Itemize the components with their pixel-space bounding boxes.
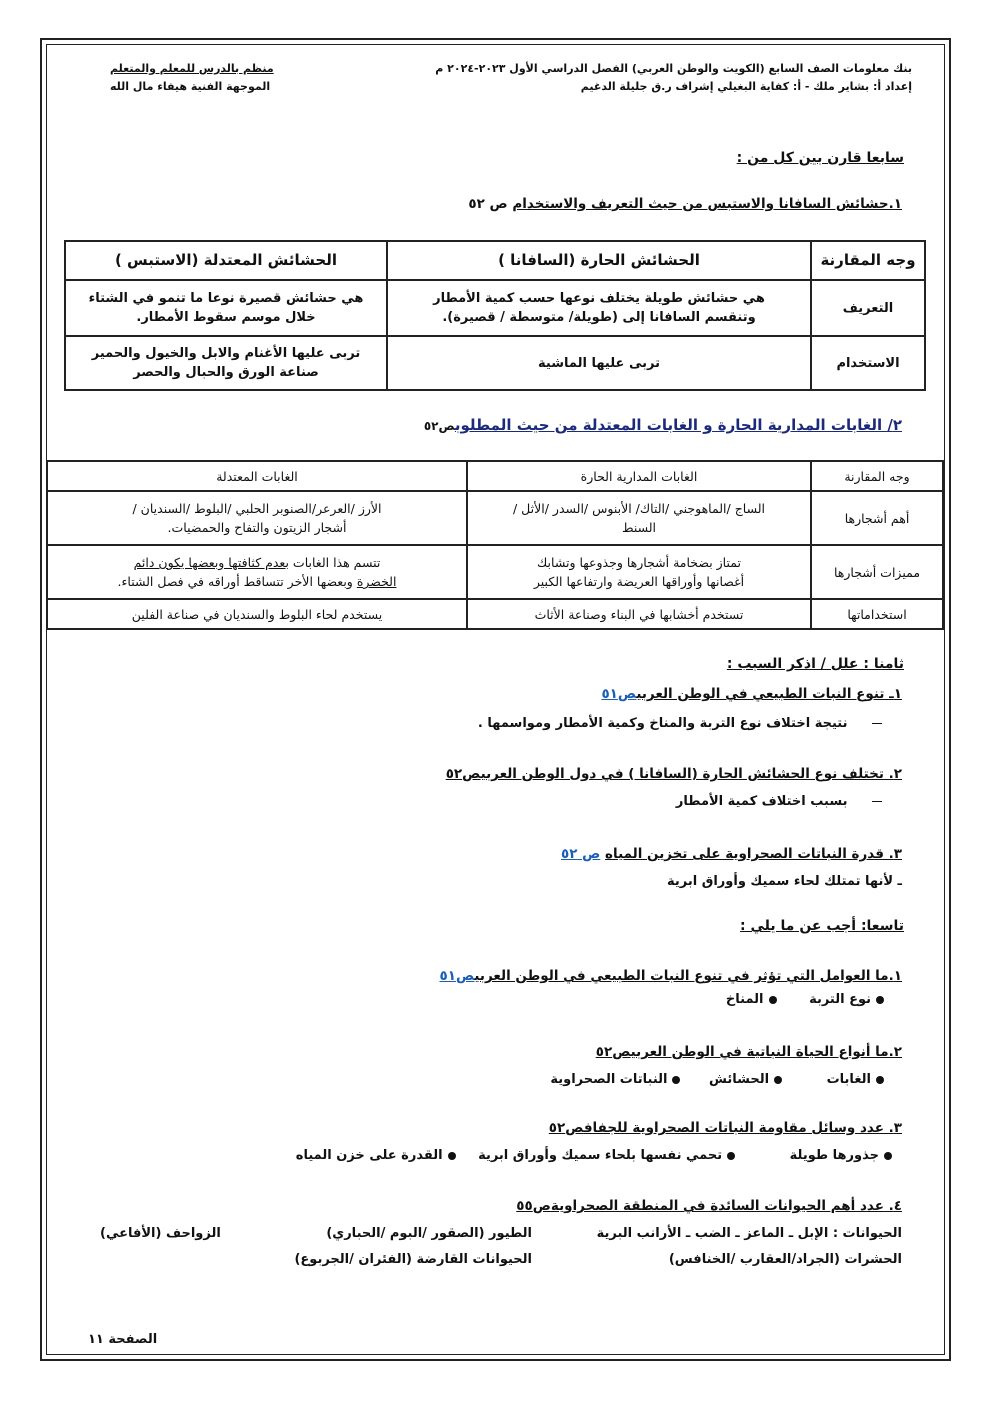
section8-a1-text: نتيجة اختلاف نوع التربة والمناخ وكمية الأمطار ومواسمها . <box>477 716 848 731</box>
table2-temperate-features-c: الخضرة <box>356 574 397 589</box>
table2-features-label: مميزات أشجارها <box>811 545 943 599</box>
section7-q1-page: ص ٥٢ <box>468 196 508 212</box>
section9-q4-text: ٤. عدد أهم الحيوانات السائدة في المنطقة الصحراوية <box>550 1198 902 1214</box>
table2-tropical-uses: تستخدم أخشابها في البناء وصناعة الأثاث <box>467 599 811 629</box>
section8-a3: ـ لأنها تمتلك لحاء سميك وأوراق ابرية <box>667 874 902 889</box>
section9-q4-birds: الطيور (الصقور /البوم /الحباري) <box>326 1226 532 1241</box>
section8-title: ثامنا : علل / اذكر السبب : <box>726 656 904 672</box>
section9-q2-bullets <box>550 1072 884 1087</box>
section9-q1-bullets <box>726 992 884 1007</box>
table2-header-aspect: وجه المقارنة <box>811 461 943 491</box>
section7-title: سابعا قارن بين كل من : <box>736 150 904 166</box>
bullet-icon <box>876 1076 884 1084</box>
section8-a1 <box>478 716 882 731</box>
table2-temperate-trees: الأرز /العرعر/الصنوبر الحلبي /البلوط /السنديان / أشجار الزيتون والتفاح والحمضيات. <box>47 491 467 545</box>
section9-q4-insects: الحشرات (الجراد/العقارب /الخنافس) <box>668 1252 902 1267</box>
header-supervisor: الموجهة الفنية هيفاء مال الله <box>110 80 271 93</box>
dash-marker <box>872 801 882 802</box>
table2-temperate-features-d: وبعضها الأخر تتساقط أوراقه في فصل الشتاء. <box>117 574 357 589</box>
forests-table <box>46 460 944 630</box>
section9-q4 <box>516 1198 902 1214</box>
section8-q1-page: ص٥١ <box>601 686 637 702</box>
section8-a2 <box>676 794 882 809</box>
section9-q1-text: ١.ما العوامل التي تؤثر في تنوع النبات الطبيعي في الوطن العربي <box>474 968 902 984</box>
bullet-icon <box>769 996 777 1004</box>
section9-q3-bullets <box>296 1148 892 1163</box>
section9-q3-text: ٣. عدد وسائل مقاومة النباتات الصحراوية للجفاف <box>583 1120 902 1136</box>
bullet-icon <box>774 1076 782 1084</box>
bullet-icon <box>727 1152 735 1160</box>
table1-row-definition-label: التعريف <box>811 280 925 336</box>
bullet-icon <box>448 1152 456 1160</box>
table2-temperate-features-a: تتسم هذا الغابات <box>288 555 381 570</box>
section7-q2-title: ٢/ الغابات المدارية الحارة و الغابات المعتدلة من حيث المطلوب <box>454 416 902 434</box>
bullet-item: نوع التربة <box>809 992 884 1007</box>
section9-q2-text: ٢.ما أنواع الحياة النباتية في الوطن العربي <box>630 1044 902 1060</box>
section9-q2-page: ص٥٢ <box>595 1044 631 1060</box>
page-number: الصفحة ١١ <box>88 1332 158 1347</box>
section8-a2-text: بسبب اختلاف كمية الأمطار <box>675 794 848 809</box>
bullet-icon <box>884 1152 892 1160</box>
section8-q3-page: ص ٥٢ <box>560 846 601 862</box>
header-organizer: منظم بالدرس للمعلم والمتعلم <box>110 62 274 75</box>
table1-savanna-definition: هي حشائش طويلة يختلف نوعها حسب كمية الأمطار وتنقسم السافانا إلى (طويلة/ متوسطة / قصيرة). <box>387 280 811 336</box>
table2-header-tropical: الغابات المدارية الحارة <box>467 461 811 491</box>
table1-savanna-usage: تربى عليها الماشية <box>387 336 811 390</box>
table2-header-temperate: الغابات المعتدلة <box>47 461 467 491</box>
section8-q3 <box>561 846 902 862</box>
bullet-item: النباتات الصحراوية <box>550 1072 680 1087</box>
table2-temperate-features <box>47 545 467 599</box>
bullet-item: الغابات <box>827 1072 884 1087</box>
section8-q2 <box>446 766 902 782</box>
bullet-item: القدرة على خزن المياه <box>296 1148 456 1163</box>
section9-q2 <box>596 1044 902 1060</box>
table1-header-steppe: الحشائش المعتدلة (الاستبس ) <box>65 241 387 280</box>
section9-q4-animals: الحيوانات : الإبل ـ الماعز ـ الضب ـ الأرانب البرية <box>596 1226 902 1241</box>
table2-trees-label: أهم أشجارها <box>811 491 943 545</box>
table1-steppe-definition: هي حشائش قصيرة نوعا ما تنمو في الشتاء خلال موسم سقوط الأمطار. <box>65 280 387 336</box>
section7-q1 <box>468 196 902 212</box>
bullet-item: الحشائش <box>709 1072 782 1087</box>
section8-q2-page: ص٥٢ <box>445 766 481 782</box>
section7-q2-page: ص٥٢ <box>423 419 455 433</box>
table2-tropical-trees: الساج /الماهوجني /التاك/ الأبنوس /السدر /الأثل / السنط <box>467 491 811 545</box>
bullet-icon <box>672 1076 680 1084</box>
table2-temperate-uses: يستخدم لحاء البلوط والسنديان في صناعة الفلين <box>47 599 467 629</box>
bullet-icon <box>876 996 884 1004</box>
bullet-item: جذورها طويلة <box>790 1148 892 1163</box>
table2-tropical-features: تمتاز بضخامة أشجارها وجذوعها وتشابك أغصانها وأوراقها العريضة وارتفاعها الكبير <box>467 545 811 599</box>
section8-q3-text: ٣. قدرة النباتات الصحراوية على تخزين المياه <box>605 846 902 862</box>
table1-header-savanna: الحشائش الحارة (السافانا ) <box>387 241 811 280</box>
section9-q1-page: ص٥١ <box>439 968 475 984</box>
bullet-item: المناخ <box>726 992 777 1007</box>
section9-q4-reptiles: الزواحف (الأفاعي) <box>100 1226 221 1241</box>
table1-steppe-usage: تربى عليها الأغنام والابل والخيول والحمير صناعة الورق والحبال والحصر <box>65 336 387 390</box>
table1-header-aspect: وجه المقارنة <box>811 241 925 280</box>
section9-q4-rodents: الحيوانات القارضة (الفئران /الجربوع) <box>294 1252 532 1267</box>
section8-q1 <box>601 686 902 702</box>
section9-q3 <box>549 1120 902 1136</box>
dash-marker <box>872 723 882 724</box>
header-line2: إعداد أ: بشاير ملك - أ: كفاية البغيلي إشراف ر.ق جليلة الدغيم <box>580 80 912 93</box>
section9-q1 <box>440 968 902 984</box>
section8-q2-text: ٢. تختلف نوع الحشائش الحارة (السافانا ) في دول الوطن العربي <box>480 766 902 782</box>
section7-q2 <box>424 416 902 434</box>
bullet-item: تحمي نفسها بلحاء سميك وأوراق ابرية <box>478 1148 735 1163</box>
section9-q4-page: ص٥٥ <box>516 1198 551 1214</box>
table2-temperate-features-b: بعدم كثافتها وبعضها يكون دائم <box>133 555 289 570</box>
header-line1: بنك معلومات الصف السابع (الكويت والوطن العربي) الفصل الدراسي الأول ٢٠٢٣-٢٠٢٤ م <box>435 62 912 75</box>
savanna-steppe-table <box>64 240 926 391</box>
table1-row-usage-label: الاستخدام <box>811 336 925 390</box>
table2-uses-label: استخداماتها <box>811 599 943 629</box>
section8-q1-text: ١ـ تنوع النبات الطبيعي في الوطن العربي <box>636 686 902 702</box>
section9-title: تاسعا: أجب عن ما يلي : <box>740 918 904 934</box>
section9-q3-page: ص٥٢ <box>548 1120 584 1136</box>
section7-q1-title: ١.حشائش السافانا والاستبس من حيث التعريف والاستخدام <box>512 196 902 212</box>
